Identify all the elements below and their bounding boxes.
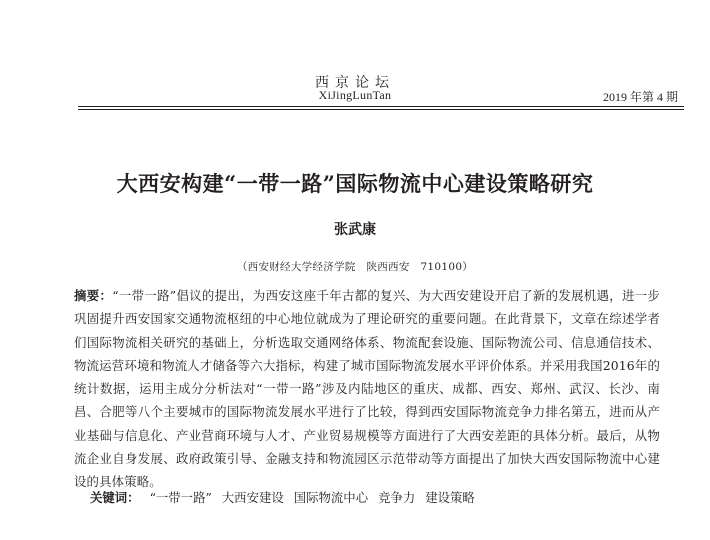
abstract	[74, 284, 660, 494]
paper-title: 大西安构建“一带一路”国际物流中心建设策略研究	[116, 171, 594, 196]
journal-name-en: XiJingLunTan	[318, 88, 392, 102]
keyword: 竞争力	[378, 490, 416, 505]
issue-number: 2019 年第 4 期	[602, 90, 678, 104]
keywords	[90, 488, 670, 508]
keyword: 国际物流中心	[293, 490, 369, 505]
keyword: “一带一路”	[149, 490, 212, 505]
keyword: 大西安建设	[221, 490, 284, 505]
journal-name-cn: 西京论坛	[315, 75, 395, 91]
abstract-label: 摘要：	[74, 288, 113, 303]
abstract-text: “一带一路”倡议的提出，为西安这座千年古都的复兴、为大西安建设开启了新的发展机遇，进一步巩固提升西安国家交通物流枢纽的中心地位就成为了理论研究的重要问题。在此背景下，文章在综述学者们国际物流相关研究的基础上，分析选取交通网络体系、物流配套设施、国际物流公司、信息通信技术、物流运营环境和物流人才储备等六大指标，构建了城市国际物流发展水平评价体系。并采用我国2016年的统计数据，运用主成分分析法对“一带一路”涉及内陆地区的重庆、成都、西安、郑州、武汉、长沙、南昌、合肥等八个主要城市的国际物流发展水平进行了比较，得到西安国际物流竞争力排名第五，进而从产业基础与信息化、产业营商环境与人才、产业贸易规模等方面进行了大西安差距的具体分析。最后，从物流企业自身发展、政府政策引导、金融支持和物流园区示范带动等方面提出了加快大西安国际物流中心建设的具体策略。	[74, 288, 660, 490]
header-rule-bottom	[78, 109, 684, 110]
header-rule-top	[78, 106, 684, 107]
keyword: 建设策略	[425, 490, 475, 505]
author-affiliation: （西安财经大学经济学院 陕西西安 710100）	[236, 261, 474, 273]
paper-author: 张武康	[334, 222, 376, 238]
keywords-label: 关键词：	[90, 490, 140, 505]
